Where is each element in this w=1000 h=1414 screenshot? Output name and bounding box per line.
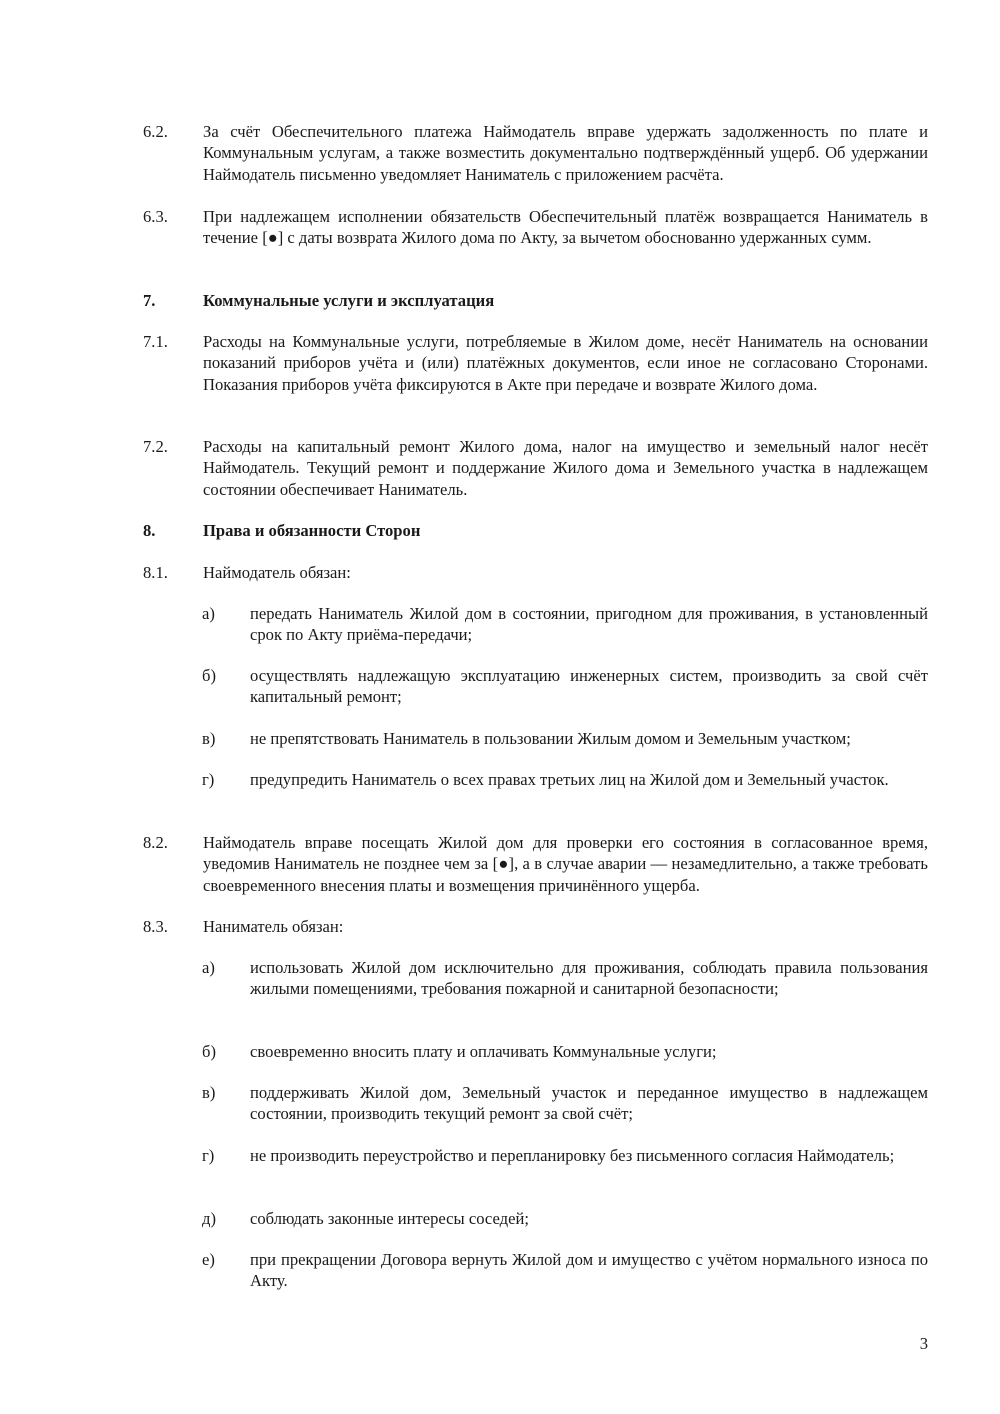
subclause-text: предупредить Наниматель о всех правах третьих лиц на Жилой дом и Земельный участок. [250,770,889,789]
clause-number: 7.2. [143,437,168,456]
clause-text: При надлежащем исполнении обязательств Обеспечительный платёж возвращается Наниматель в течение [●] с даты возврата Жилого дома по Акту, за вычетом обоснованно удержанных сумм. [203,207,928,248]
subclause-letter: г) [202,1146,215,1165]
subclause-8-3-g [202,1145,928,1166]
clause-text: Расходы на Коммунальные услуги, потребляемые в Жилом доме, несёт Наниматель на основании показаний приборов учёта и (или) платёжных документов, если иное не согласовано Сторонами. Показания приборов учёта фиксируются в Акте при передаче и возврате Жилого дома. [203,332,928,394]
section-number: 8. [143,521,156,540]
clause-6-3 [143,206,928,249]
clause-number: 7.1. [143,332,168,351]
section-title: Права и обязанности Сторон [203,521,421,540]
section-heading-8 [143,520,928,541]
section-title: Коммунальные услуги и эксплуатация [203,291,495,310]
subclause-8-3-d [202,1208,928,1229]
subclause-letter: в) [202,729,216,748]
subclause-8-1-a [202,603,928,646]
subclause-text: поддерживать Жилой дом, Земельный участок и переданное имущество в надлежащем состоянии, производить текущий ремонт за свой счёт; [250,1083,928,1124]
clause-number: 6.3. [143,207,168,226]
subclause-text: не препятствовать Наниматель в пользовании Жилым домом и Земельным участком; [250,729,851,748]
clause-number: 6.2. [143,122,168,141]
subclause-text: соблюдать законные интересы соседей; [250,1209,529,1228]
subclause-letter: б) [202,1042,216,1061]
subclause-letter: а) [202,604,215,623]
subclause-letter: е) [202,1250,215,1269]
subclause-letter: г) [202,770,215,789]
subclause-8-1-g [202,769,928,790]
subclause-letter: б) [202,666,216,685]
subclause-text: не производить переустройство и перепланировку без письменного согласия Наймодатель; [250,1146,895,1165]
subclause-8-1-v [202,728,928,749]
subclause-letter: а) [202,958,215,977]
clause-8-3 [143,916,928,937]
clause-8-1 [143,562,928,583]
subclause-letter: д) [202,1209,216,1228]
clause-7-2 [143,436,928,500]
clause-6-2 [143,121,928,185]
clause-number: 8.3. [143,917,168,936]
clause-number: 8.2. [143,833,168,852]
subclause-8-3-b [202,1041,928,1062]
page-number: 3 [919,1334,928,1353]
subclause-letter: в) [202,1083,216,1102]
subclause-8-1-b [202,665,928,708]
clause-text: Наниматель обязан: [203,917,344,936]
section-heading-7 [143,290,928,311]
clause-text: За счёт Обеспечительного платежа Наймодатель вправе удержать задолженность по плате и Коммунальным услугам, а также возместить документально подтверждённый ущерб. Об удержании Наймодатель письменно уведомляет Наниматель с приложением расчёта. [203,122,928,184]
subclause-8-3-a [202,957,928,1000]
subclause-text: своевременно вносить плату и оплачивать Коммунальные услуги; [250,1042,717,1061]
clause-text: Наймодатель обязан: [203,563,351,582]
clause-7-1 [143,331,928,395]
subclause-text: использовать Жилой дом исключительно для проживания, соблюдать правила пользования жилыми помещениями, требования пожарной и санитарной безопасности; [250,958,928,999]
clause-text: Наймодатель вправе посещать Жилой дом для проверки его состояния в согласованное время, уведомив Наниматель не позднее чем за [●], а в случае аварии — незамедлительно, а также требовать своевременного внесения платы и возмещения причинённого ущерба. [203,833,928,895]
subclause-8-3-e [202,1249,928,1292]
subclause-8-3-v [202,1082,928,1125]
clause-number: 8.1. [143,563,168,582]
clause-8-2 [143,832,928,896]
subclause-text: передать Наниматель Жилой дом в состоянии, пригодном для проживания, в установленный срок по Акту приёма-передачи; [250,604,928,645]
subclause-text: осуществлять надлежащую эксплуатацию инженерных систем, производить за свой счёт капитальный ремонт; [250,666,928,707]
section-number: 7. [143,291,156,310]
subclause-text: при прекращении Договора вернуть Жилой дом и имущество с учётом нормального износа по Акту. [250,1250,928,1291]
clause-text: Расходы на капитальный ремонт Жилого дома, налог на имущество и земельный налог несёт Наймодатель. Текущий ремонт и поддержание Жилого дома и Земельного участка в надлежащем состоянии обеспечивает Наниматель. [203,437,928,499]
